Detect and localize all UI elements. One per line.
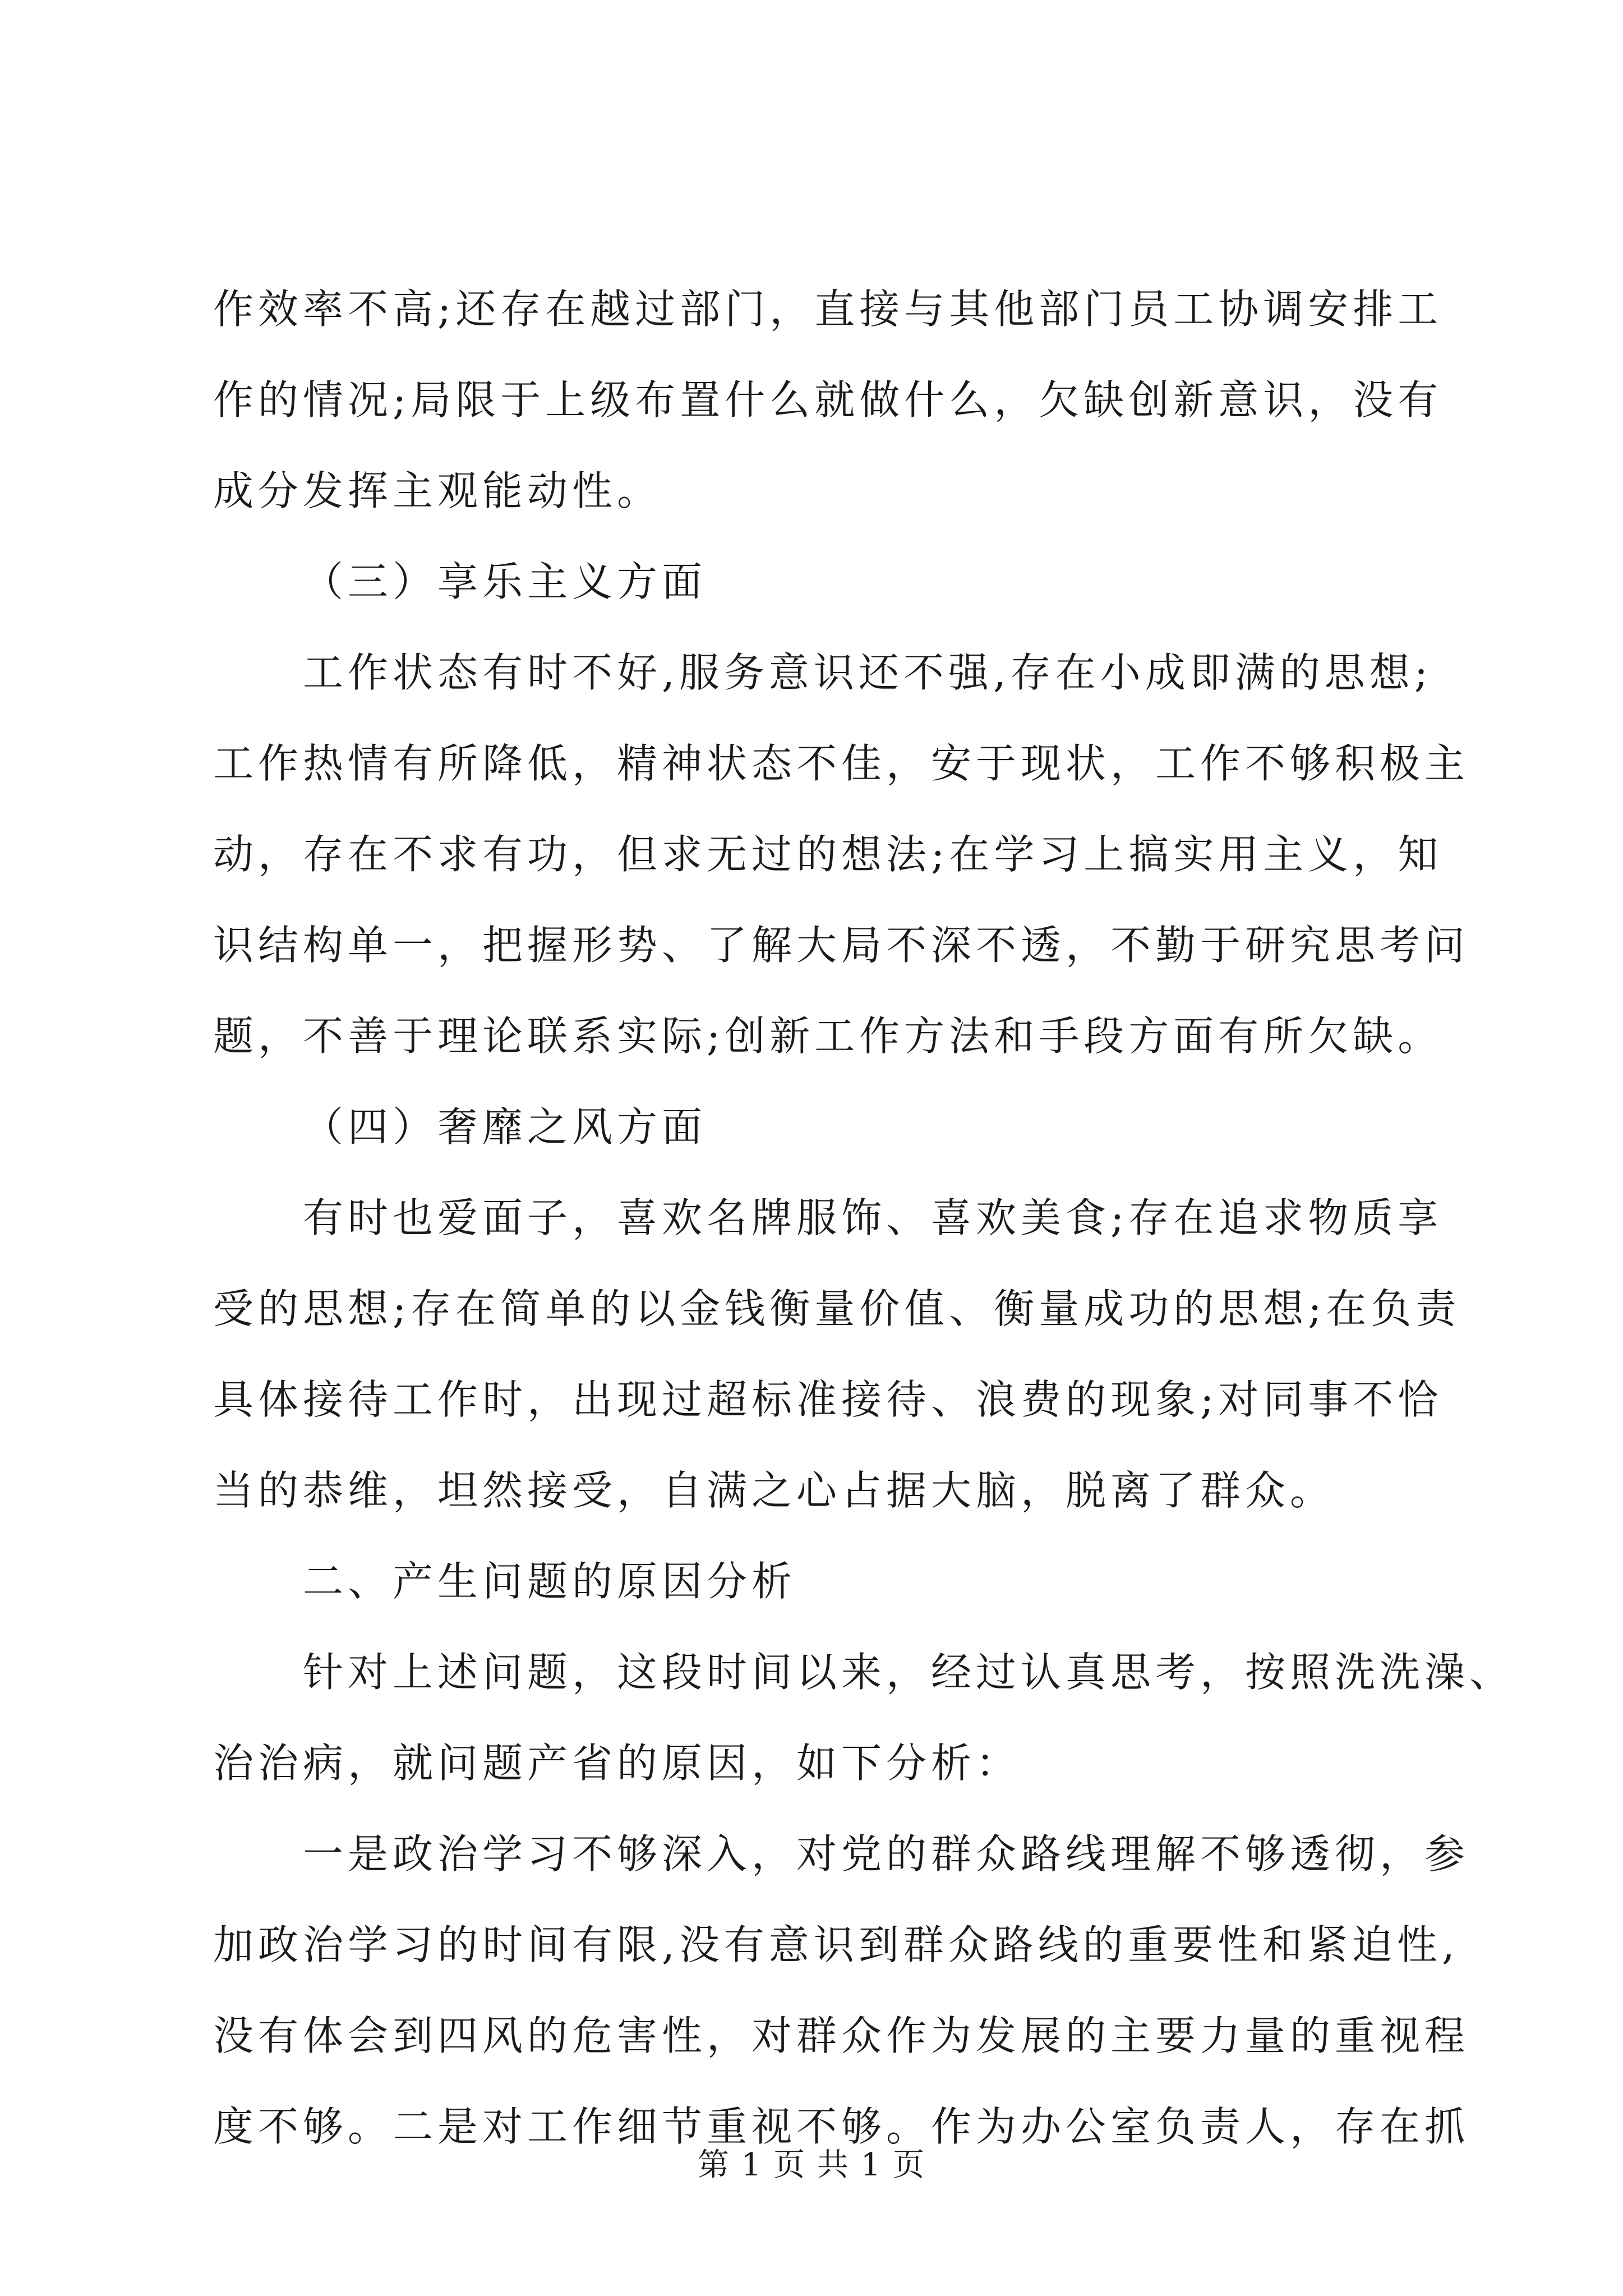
body-line: 针对上述问题，这段时间以来，经过认真思考，按照洗洗澡、 (303, 1649, 1515, 1696)
body-line: 一是政治学习不够深入，对党的群众路线理解不够透彻，参 (303, 1830, 1470, 1878)
body-line: 成分发挥主观能动性。 (213, 467, 662, 514)
body-line: 加政治学习的时间有限,没有意识到群众路线的重要性和紧迫性, (213, 1921, 1459, 1968)
section-heading: （三）享乐主义方面 (303, 558, 707, 605)
page-number-footer: 第 1 页 共 1 页 (697, 2147, 926, 2183)
section-heading: （四）奢靡之风方面 (303, 1103, 707, 1151)
document-body (213, 264, 1515, 2172)
section-heading: 二、产生问题的原因分析 (303, 1558, 797, 1605)
body-line: 作效率不高;还存在越过部门，直接与其他部门员工协调安排工 (213, 286, 1443, 333)
body-line: 受的思想;存在简单的以金钱衡量价值、衡量成功的思想;在负责 (213, 1285, 1461, 1332)
body-line: 动，存在不求有功，但求无过的想法;在学习上搞实用主义，知 (213, 831, 1443, 878)
body-line: 工作状态有时不好,服务意识还不强,存在小成即满的思想; (303, 649, 1433, 696)
body-line: 工作热情有所降低，精神状态不佳，安于现状，工作不够积极主 (213, 740, 1470, 787)
body-line: 度不够。二是对工作细节重视不够。作为办公室负责人，存在抓 (213, 2103, 1470, 2150)
body-line: 没有体会到四风的危害性，对群众作为发展的主要力量的重视程 (213, 2012, 1470, 2059)
body-line: 作的情况;局限于上级布置什么就做什么，欠缺创新意识，没有 (213, 376, 1443, 424)
body-line: 具体接待工作时，出现过超标准接待、浪费的现象;对同事不恰 (213, 1376, 1443, 1423)
body-line: 题，不善于理论联系实际;创新工作方法和手段方面有所欠缺。 (213, 1013, 1443, 1060)
body-line: 当的恭维，坦然接受，自满之心占据大脑，脱离了群众。 (213, 1467, 1335, 1514)
body-line: 识结构单一，把握形势、了解大局不深不透，不勤于研究思考问 (213, 922, 1470, 969)
body-line: 治治病，就问题产省的原因，如下分析： (213, 1740, 1021, 1787)
body-line: 有时也爱面子，喜欢名牌服饰、喜欢美食;存在追求物质享 (303, 1194, 1443, 1241)
